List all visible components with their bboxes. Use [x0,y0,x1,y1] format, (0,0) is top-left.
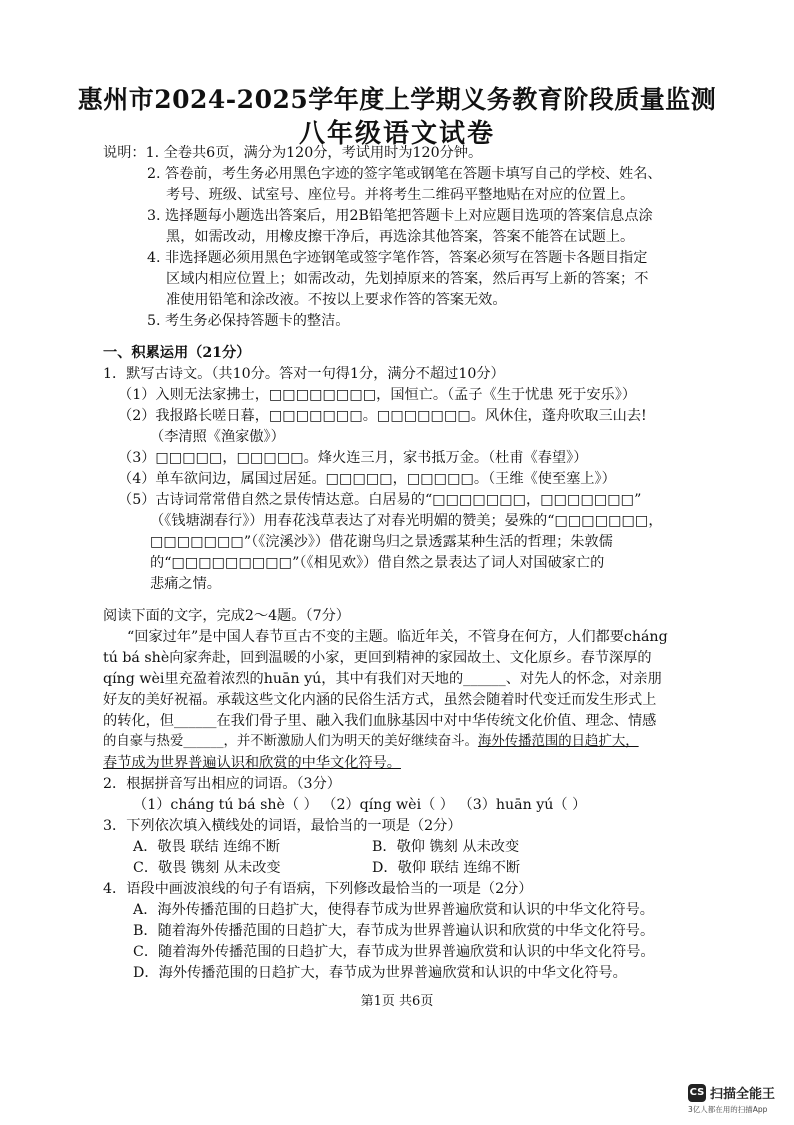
passage-line: qíng wèi里充盈着浓烈的huān yú，其中有我们对天地的______、对先人的怀念，对亲朋 [103,671,662,687]
section-heading: 一、积累运用（21分） [103,345,251,361]
instruction-line: 准使用铅笔和涂改液。不按以上要求作答的答案无效。 [166,292,507,308]
passage-line: 好友的美好祝福。承载这些文化内涵的民俗生活方式，虽然会随着时代变迁而发生形式上 [103,692,657,708]
instruction-line: 说明：1. 全卷共6页，满分为120分，考试用时为120分钟。 [103,145,483,161]
exam-title-line1: 惠州市2024-2025学年度上学期义务教育阶段质量监测 [77,85,717,114]
scanner-app-name: 扫描全能王 [710,1087,776,1102]
question-2-stem: 2．根据拼音写出相应的词语。（3分） [103,776,341,792]
passage-line: tú bá shè向家奔赴，回到温暖的小家，更回到精神的家园故土、文化原乡。春节深厚的 [103,650,652,666]
page-number: 第1页 共6页 [360,994,434,1009]
scanner-tagline: 3亿人都在用的扫描App [688,1105,768,1114]
passage-line: 的转化，但______在我们骨子里、融入我们血脉基因中对中华传统文化价值、理念、情感 [103,713,657,729]
exam-title-line2: 八年级语文试卷 [298,119,495,149]
question-3-option: B．敬仰 镌刻 从未改变 [372,839,520,855]
passage-line: “回家过年”是中国人春节亘古不变的主题。临近年关，不管身在何方，人们都要cháng [127,629,668,645]
question-1-item: （《钱塘湖春行》）用春花浅草表达了对春光明媚的赞美；晏殊的“□□□□□□□， [150,513,663,529]
wavy-line-sentence: 海外传播范围的日趋扩大， [477,734,639,749]
question-3-option: C．敬畏 镌刻 从未改变 [133,860,281,876]
instruction-line: 3. 选择题每小题选出答案后，用2B铅笔把答题卡上对应题目选项的答案信息点涂 [147,208,653,224]
passage-line [103,732,639,752]
question-1-stem: 1．默写古诗文。（共10分。答对一句得1分，满分不超过10分） [103,366,505,382]
question-1-item: （3）□□□□□，□□□□□。烽火连三月，家书抵万金。（杜甫《春望》） [118,450,588,466]
passage-text: 的自豪与热爱______，并不断激励人们为明天的美好继续奋斗。 [103,734,478,749]
question-3-option: D．敬仰 联结 连绵不断 [372,860,521,876]
question-1-item: 悲痛之情。 [150,576,221,592]
scanner-watermark [688,1083,775,1102]
question-3-stem: 3．下列依次填入横线处的词语，最恰当的一项是（2分） [103,818,462,834]
question-1-item: （李清照《渔家傲》） [150,429,285,445]
instruction-line: 黑，如需改动，用橡皮擦干净后，再选涂其他答案，答案不能答在试题上。 [166,229,635,245]
question-1-item: （2）我报路长嗟日暮，□□□□□□□。□□□□□□□。风休住，蓬舟吹取三山去! [118,408,647,424]
instruction-line: 4. 非选择题必须用黑色字迹钢笔或签字笔作答，答案必须写在答题卡各题目指定 [147,250,648,266]
question-4-stem: 4．语段中画波浪线的句子有语病，下列修改最恰当的一项是（2分） [103,881,533,897]
question-4-option: B．随着海外传播范围的日趋扩大，春节成为世界普遍认识和欣赏的中华文化符号。 [133,923,655,939]
question-2-items: （1）cháng tú bá shè（ ） （2）qíng wèi（ ） （3）huān yú（ ） [133,797,587,813]
question-1-item: 的“□□□□□□□□□”（《相见欢》）借自然之景表达了词人对国破家亡的 [150,555,605,571]
question-3-option: A．敬畏 联结 连绵不断 [133,839,280,855]
wavy-line-sentence: 春节成为世界普遍认识和欣赏的中华文化符号。 [103,755,401,771]
instruction-line: 5. 考生务必保持答题卡的整洁。 [147,313,350,329]
instruction-line: 2. 答卷前，考生务必用黑色字迹的签字笔或钢笔在答题卡填写自己的学校、姓名、 [147,166,662,182]
question-4-option: D．海外传播范围的日趋扩大，春节成为世界普遍欣赏和认识的中华文化符号。 [133,965,627,981]
question-1-item: （5）古诗词常常借自然之景传情达意。白居易的“□□□□□□□，□□□□□□□” [118,492,642,508]
instruction-line: 区域内相应位置上；如需改动，先划掉原来的答案，然后再写上新的答案；不 [166,271,649,287]
question-4-option: A．海外传播范围的日趋扩大，使得春节成为世界普遍欣赏和认识的中华文化符号。 [133,902,654,918]
question-1-item: □□□□□□□”（《浣溪沙》）借花谢鸟归之景透露某种生活的哲理；朱敦儒 [150,534,613,550]
question-1-item: （1）入则无法家拂士，□□□□□□□□，国恒亡。（孟子《生于忧患 死于安乐》） [118,387,637,403]
question-4-option: C．随着海外传播范围的日趋扩大，春节成为世界普遍欣赏和认识的中华文化符号。 [133,944,655,960]
scanner-logo-icon: CS [688,1084,706,1102]
question-1-item: （4）单车欲问边，属国过居延。□□□□□，□□□□□。（王维《使至塞上》） [118,471,616,487]
instruction-line: 考号、班级、试室号、座位号。并将考生二维码平整地贴在对应的位置上。 [166,187,635,203]
reading-intro: 阅读下面的文字，完成2～4题。（7分） [103,608,350,624]
